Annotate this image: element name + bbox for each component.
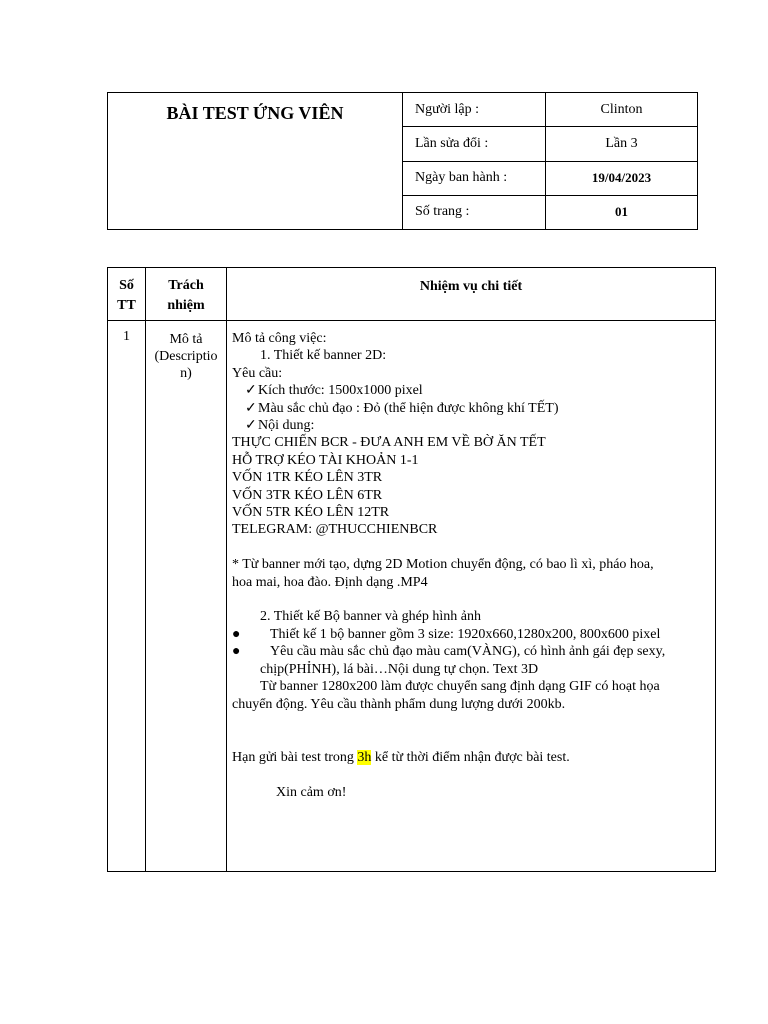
row-stt: 1	[108, 321, 146, 872]
header-stt	[108, 268, 146, 321]
bullet-icon: ●	[232, 626, 241, 642]
responsibility-line2: (Descriptio	[154, 349, 218, 364]
checkmark-icon: ✓	[245, 418, 257, 434]
table-row	[108, 321, 716, 872]
requirement-size-text: Kích thước: 1500x1000 pixel	[258, 383, 423, 399]
header-responsibility	[146, 268, 227, 321]
content-line: VỐN 1TR KÉO LÊN 3TR	[232, 470, 383, 486]
requirements-label: Yêu cầu:	[232, 365, 283, 381]
requirement-size	[232, 382, 711, 399]
revision-label: Lần sửa đổi :	[403, 127, 546, 161]
header-responsibility-line2: nhiệm	[167, 298, 205, 313]
gif-requirement-line2: chuyển động. Yêu cầu thành phẩm dung lượng dưới 200kb.	[232, 696, 566, 712]
motion-requirement-line1: * Từ banner mới tạo, dựng 2D Motion chuyển động, có bao lì xì, pháo hoa,	[232, 557, 654, 573]
content-line: THỰC CHIẾN BCR - ĐƯA ANH EM VỀ BỜ ĂN TẾT	[232, 435, 546, 451]
bullet-item-2	[232, 643, 711, 660]
content-line: VỐN 3TR KÉO LÊN 6TR	[232, 487, 383, 503]
content-line: VỐN 5TR KÉO LÊN 12TR	[232, 505, 390, 521]
task-table	[107, 267, 716, 872]
thanks-text: Xin cảm ơn!	[276, 784, 347, 800]
page-count-label: Số trang :	[403, 195, 546, 229]
issue-date-label: Ngày ban hành :	[403, 161, 546, 195]
deadline-suffix: kể từ thời điểm nhận được bài test.	[371, 749, 570, 765]
document-title-cell	[108, 93, 403, 230]
bullet-icon: ●	[232, 644, 241, 660]
task-item-2: 2. Thiết kế Bộ banner và ghép hình ảnh	[260, 609, 481, 625]
header-task-detail-label: Nhiệm vụ chi tiết	[419, 279, 523, 294]
responsibility-line1: Mô tả	[169, 332, 203, 347]
bullet-item-2-text: Yêu cầu màu sắc chủ đạo màu cam(VÀNG), có hình ảnh gái đẹp sexy,	[270, 644, 666, 660]
header-stt-line1: Số	[119, 278, 134, 293]
author-label: Người lập :	[403, 93, 546, 127]
checkmark-icon: ✓	[245, 400, 257, 416]
job-description-intro: Mô tả công việc:	[232, 331, 327, 346]
task-item-1: 1. Thiết kế banner 2D:	[260, 348, 387, 364]
header-task-detail	[227, 268, 716, 321]
motion-requirement-line2: hoa mai, hoa đào. Định dạng .MP4	[232, 574, 428, 590]
deadline-highlight: 3h	[357, 749, 372, 765]
requirement-content-text: Nội dung:	[258, 418, 315, 434]
page-count-value: 01	[546, 195, 698, 229]
bullet-item-2-continued: chịp(PHỈNH), lá bài…Nội dung tự chọn. Text 3D	[260, 661, 539, 677]
author-value: Clinton	[546, 93, 698, 127]
task-table-header	[108, 268, 716, 321]
deadline-prefix: Hạn gửi bài test trong	[232, 749, 358, 765]
header-table	[107, 92, 698, 230]
checkmark-icon: ✓	[245, 383, 257, 399]
content-line: TELEGRAM: @THUCCHIENBCR	[232, 522, 438, 538]
header-responsibility-line1: Trách	[168, 278, 204, 293]
row-responsibility	[146, 321, 227, 872]
content-line: HỖ TRỢ KÉO TÀI KHOẢN 1-1	[232, 452, 419, 468]
deadline-text	[232, 749, 711, 766]
revision-value: Lần 3	[546, 127, 698, 161]
responsibility-line3: n)	[180, 366, 192, 381]
gif-requirement-line1: Từ banner 1280x200 làm được chuyển sang định dạng GIF có hoạt họa	[260, 679, 660, 695]
issue-date-value: 19/04/2023	[546, 161, 698, 195]
bullet-item-1-text: Thiết kế 1 bộ banner gồm 3 size: 1920x660,1280x200, 800x600 pixel	[270, 626, 661, 642]
requirement-content	[232, 417, 711, 434]
document-title: BÀI TEST ỨNG VIÊN	[166, 103, 344, 123]
requirement-color-text: Màu sắc chủ đạo : Đỏ (thể hiện được không khí TẾT)	[258, 400, 559, 416]
header-stt-line2: TT	[117, 298, 136, 313]
row-task-detail	[227, 321, 716, 872]
requirement-color	[232, 400, 711, 417]
bullet-item-1	[232, 626, 711, 643]
